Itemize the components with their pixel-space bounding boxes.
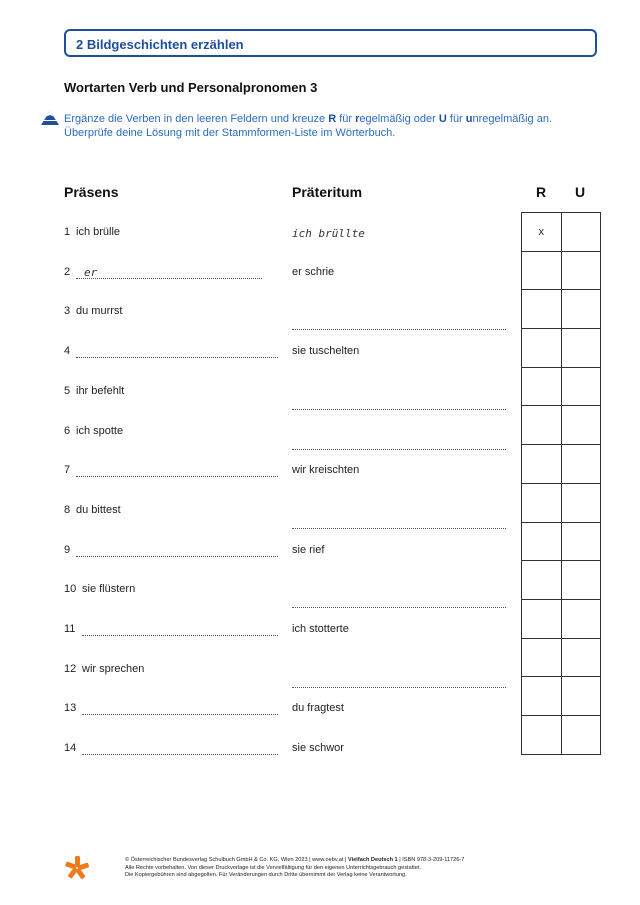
checkbox-r[interactable] — [522, 329, 562, 368]
praeteritum-input-line[interactable] — [292, 329, 506, 330]
answer-grid — [521, 212, 601, 755]
praesens-text: ich brülle — [76, 226, 121, 238]
checkbox-r[interactable] — [522, 367, 562, 406]
checkbox-u[interactable] — [561, 445, 601, 484]
grid-row — [522, 290, 601, 329]
praesens-input-line[interactable] — [82, 714, 278, 715]
grid-row — [522, 445, 601, 484]
praeteritum-input-line[interactable] — [292, 528, 506, 529]
grid-row — [522, 599, 601, 638]
praeteritum-text: sie tuschelten — [292, 345, 360, 358]
row-number: 10 — [64, 583, 77, 596]
checkbox-u[interactable] — [561, 406, 601, 445]
checkbox-r[interactable] — [522, 251, 562, 290]
checkbox-u[interactable] — [561, 715, 601, 754]
checkbox-r[interactable] — [522, 290, 562, 329]
row-number: 8 — [64, 503, 71, 516]
row-number: 2 — [64, 265, 71, 278]
header-praesens: Präsens — [64, 184, 119, 200]
praesens-text: wir sprechen — [82, 662, 145, 675]
copyright-footer: © Österreichischer Bundesverlag Schulbuch GmbH & Co. KG, Wien 2023 | www.oebv.at | Vielfach Deutsch 1 | ISBN 978-3-209-11726-7 Alle Rechte vorbehalten. Von dieser Druckvorlage ist die Vervielfältigung für den eigenen Unterrichtsgebrauch gestattet. Die Kopiergebühren sind abgegolten. Für Veränderungen durch Dritte übernimmt der Verlag keine Verantwortung. — [125, 857, 465, 878]
checkbox-r[interactable] — [522, 715, 562, 754]
grid-row — [522, 213, 601, 252]
checkbox-r[interactable] — [522, 599, 562, 638]
praesens-handwritten: er — [84, 265, 98, 279]
checkbox-u[interactable] — [561, 483, 601, 522]
grid-row — [522, 677, 601, 716]
checkbox-u[interactable] — [561, 329, 601, 368]
grid-row — [522, 329, 601, 368]
praeteritum-input-line[interactable] — [292, 409, 506, 410]
praesens-input-line[interactable] — [76, 278, 262, 279]
difficulty-mountain-icon — [40, 110, 60, 126]
chapter-number: 2 — [76, 37, 84, 52]
row-number: 12 — [64, 662, 77, 675]
praeteritum-input-line[interactable] — [292, 607, 506, 608]
row-number: 5 — [64, 384, 71, 397]
chapter-header — [64, 29, 597, 57]
checkbox-r[interactable] — [522, 445, 562, 484]
row-number: 14 — [64, 742, 77, 755]
praesens-text: sie flüstern — [82, 583, 136, 596]
row-number: 1 — [64, 226, 71, 238]
checkbox-u[interactable] — [561, 522, 601, 561]
task-instruction: Ergänze die Verben in den leeren Feldern und kreuze R für regelmäßig oder U für unregelmäßig an. Überprüfe deine Lösung mit der Stammformen-Liste im Wörterbuch. — [64, 113, 553, 139]
checkbox-r[interactable]: x — [522, 213, 562, 252]
praeteritum-text: sie rief — [292, 543, 325, 556]
checkbox-r[interactable] — [522, 638, 562, 677]
praeteritum-text: er schrie — [292, 265, 335, 278]
grid-row — [522, 483, 601, 522]
checkbox-r[interactable] — [522, 483, 562, 522]
checkbox-u[interactable] — [561, 251, 601, 290]
chapter-title — [76, 37, 244, 52]
grid-row — [522, 406, 601, 445]
praeteritum-text: ich stotterte — [292, 623, 349, 635]
praesens-input-line[interactable] — [76, 476, 278, 477]
grid-row — [522, 522, 601, 561]
header-r: R — [536, 184, 547, 200]
publisher-logo-icon — [64, 855, 90, 881]
row-number: 11 — [64, 623, 76, 635]
row-number: 13 — [64, 702, 77, 715]
grid-row — [522, 715, 601, 754]
praeteritum-input-line[interactable] — [292, 687, 506, 688]
grid-row — [522, 251, 601, 290]
checkbox-u[interactable] — [561, 599, 601, 638]
praesens-input-line[interactable] — [76, 357, 278, 358]
praesens-text: du murrst — [76, 305, 123, 318]
praesens-input-line[interactable] — [82, 635, 278, 636]
row-number: 6 — [64, 424, 71, 437]
praesens-text: ich spotte — [76, 424, 124, 437]
praeteritum-handwritten: ich brüllte — [292, 227, 365, 240]
praesens-input-line[interactable] — [76, 556, 278, 557]
chapter-name: Bildgeschichten erzählen — [86, 37, 244, 52]
checkbox-u[interactable] — [561, 367, 601, 406]
header-praeteritum: Präteritum — [292, 184, 363, 200]
praeteritum-text: wir kreischten — [292, 464, 360, 477]
checkbox-u[interactable] — [561, 290, 601, 329]
row-number: 9 — [64, 543, 71, 556]
praesens-input-line[interactable] — [82, 754, 278, 755]
checkbox-r[interactable] — [522, 677, 562, 716]
grid-row — [522, 638, 601, 677]
praeteritum-text: du fragtest — [292, 702, 344, 715]
praesens-text: ihr befehlt — [76, 384, 125, 397]
grid-row — [522, 561, 601, 600]
grid-row — [522, 367, 601, 406]
checkbox-r[interactable] — [522, 406, 562, 445]
checkbox-u[interactable] — [561, 638, 601, 677]
header-u: U — [575, 184, 586, 200]
checkbox-u[interactable] — [561, 677, 601, 716]
row-number: 3 — [64, 305, 71, 318]
praeteritum-text: sie schwor — [292, 742, 344, 755]
checkbox-u[interactable] — [561, 213, 601, 252]
row-number: 7 — [64, 464, 71, 477]
praesens-text: du bittest — [76, 503, 121, 516]
checkbox-r[interactable] — [522, 561, 562, 600]
praeteritum-input-line[interactable] — [292, 449, 506, 450]
checkbox-u[interactable] — [561, 561, 601, 600]
checkbox-r[interactable] — [522, 522, 562, 561]
row-number: 4 — [64, 345, 71, 358]
section-title: Wortarten Verb und Personalpronomen 3 — [64, 80, 318, 95]
